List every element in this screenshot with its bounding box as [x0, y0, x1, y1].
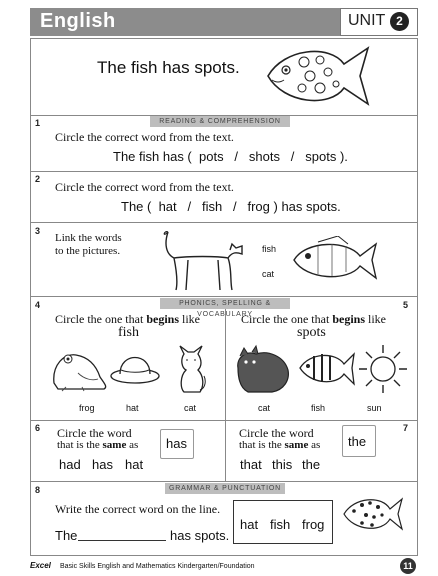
- cat-icon[interactable]: [232, 344, 296, 396]
- column-divider: [225, 309, 226, 481]
- q7-instruction-line1: Circle the word: [239, 426, 314, 440]
- q3-word-fish[interactable]: fish: [262, 244, 277, 254]
- q2-sentence: The ( hat / fish / frog ) has spots.: [121, 199, 341, 214]
- publisher-logo: Excel: [30, 561, 51, 570]
- sun-icon[interactable]: [358, 342, 408, 396]
- q7-target-word: the: [348, 434, 367, 449]
- q4-target-word: fish: [118, 325, 139, 340]
- divider: [30, 171, 418, 172]
- q4-label-cat: cat: [184, 403, 197, 413]
- q4-instruction-tail: like: [182, 312, 200, 326]
- q8-option-frog[interactable]: frog: [302, 517, 325, 532]
- q3-word-cat[interactable]: cat: [262, 269, 275, 279]
- q1-option-pots[interactable]: pots: [199, 149, 224, 164]
- q7-word-this[interactable]: this: [272, 457, 293, 472]
- q3-instruction-line1: Link the words: [55, 232, 122, 244]
- q2-option-fish[interactable]: fish: [201, 199, 223, 214]
- question-number: 6: [35, 423, 41, 433]
- q2-sentence-end: ) has spots.: [273, 199, 341, 214]
- unit-number: 2: [390, 12, 409, 31]
- q6-instruction-text: that is the: [57, 439, 100, 451]
- divider: [30, 481, 418, 482]
- q1-option-spots[interactable]: spots: [305, 149, 337, 164]
- q7-instruction-tail: as: [311, 439, 321, 451]
- question-number: 4: [35, 300, 41, 310]
- q5-label-fish: fish: [311, 403, 326, 413]
- q4-instruction-bold: begins: [146, 312, 179, 326]
- question-number: 3: [35, 226, 41, 236]
- q6-instruction-bold: same: [102, 439, 127, 451]
- q8-answer-line[interactable]: [78, 540, 166, 541]
- q7-word-that[interactable]: that: [240, 457, 262, 472]
- q2-option-hat[interactable]: hat: [158, 199, 177, 214]
- section-band-grammar: GRAMMAR & PUNCTUATION: [165, 483, 285, 494]
- page-number: 11: [400, 558, 416, 574]
- question-number: 8: [35, 485, 41, 495]
- q1-option-shots[interactable]: shots: [248, 149, 280, 164]
- hat-icon[interactable]: [108, 346, 162, 386]
- section-band-reading: READING & COMPREHENSION: [150, 116, 290, 127]
- cat-icon[interactable]: [158, 226, 248, 294]
- q8-option-fish[interactable]: fish: [270, 517, 291, 532]
- fish-icon[interactable]: [296, 346, 356, 392]
- subject-title: English: [40, 10, 116, 32]
- q2-option-frog[interactable]: frog: [247, 199, 270, 214]
- q4-instruction-text: Circle the one that: [55, 312, 144, 326]
- spotted-fish-icon: [340, 493, 406, 535]
- q6-instruction-tail: as: [129, 439, 139, 451]
- question-number: 5: [403, 300, 409, 310]
- q1-sentence: The fish has ( pots / shots / spots ).: [113, 149, 348, 164]
- q8-sentence-start: The: [55, 528, 78, 543]
- section-band-phonics: PHONICS, SPELLING & VOCABULARY: [160, 298, 290, 309]
- intro-sentence: The fish has spots.: [97, 58, 240, 77]
- q1-instruction: Circle the correct word from the text.: [55, 130, 234, 144]
- footer-text: Basic Skills English and Mathematics Kindergarten/Foundation: [60, 563, 255, 570]
- q5-label-sun: sun: [367, 403, 382, 413]
- q8-sentence-end: has spots.: [170, 528, 230, 543]
- q8-option-hat[interactable]: hat: [240, 517, 259, 532]
- q5-instruction-bold: begins: [332, 312, 365, 326]
- q6-target-word: has: [166, 436, 187, 451]
- q2-instruction: Circle the correct word from the text.: [55, 180, 234, 194]
- q8-instruction: Write the correct word on the line.: [55, 502, 221, 516]
- divider: [30, 222, 418, 223]
- q7-instruction-text: that is the: [239, 439, 282, 451]
- q3-instruction-line2: to the pictures.: [55, 245, 121, 257]
- q5-instruction-text: Circle the one that: [241, 312, 330, 326]
- q6-instruction-line1: Circle the word: [57, 426, 132, 440]
- q6-word-has[interactable]: has: [92, 457, 113, 472]
- q5-target-word: spots: [297, 325, 326, 340]
- fish-icon[interactable]: [288, 236, 380, 284]
- q7-instruction-line2: [239, 439, 320, 451]
- question-number: 7: [403, 423, 409, 433]
- frog-icon[interactable]: [48, 343, 110, 393]
- q6-word-had[interactable]: had: [59, 457, 81, 472]
- unit-label: UNIT: [348, 12, 386, 29]
- q6-instruction-line2: [57, 439, 138, 451]
- q2-sentence-start: The (: [121, 199, 152, 214]
- question-number: 2: [35, 174, 41, 184]
- q4-label-hat: hat: [126, 403, 139, 413]
- divider: [30, 420, 418, 421]
- sitting-cat-icon[interactable]: [174, 340, 208, 396]
- q7-instruction-bold: same: [284, 439, 309, 451]
- q4-label-frog: frog: [79, 403, 95, 413]
- q1-sentence-end: ).: [339, 149, 348, 164]
- q5-instruction-tail: like: [368, 312, 386, 326]
- q6-word-hat[interactable]: hat: [125, 457, 144, 472]
- divider: [30, 296, 418, 297]
- spotted-fish-icon: [262, 42, 374, 110]
- q5-label-cat: cat: [258, 403, 271, 413]
- q7-word-the[interactable]: the: [302, 457, 321, 472]
- q1-sentence-start: The fish has (: [113, 149, 192, 164]
- question-number: 1: [35, 118, 41, 128]
